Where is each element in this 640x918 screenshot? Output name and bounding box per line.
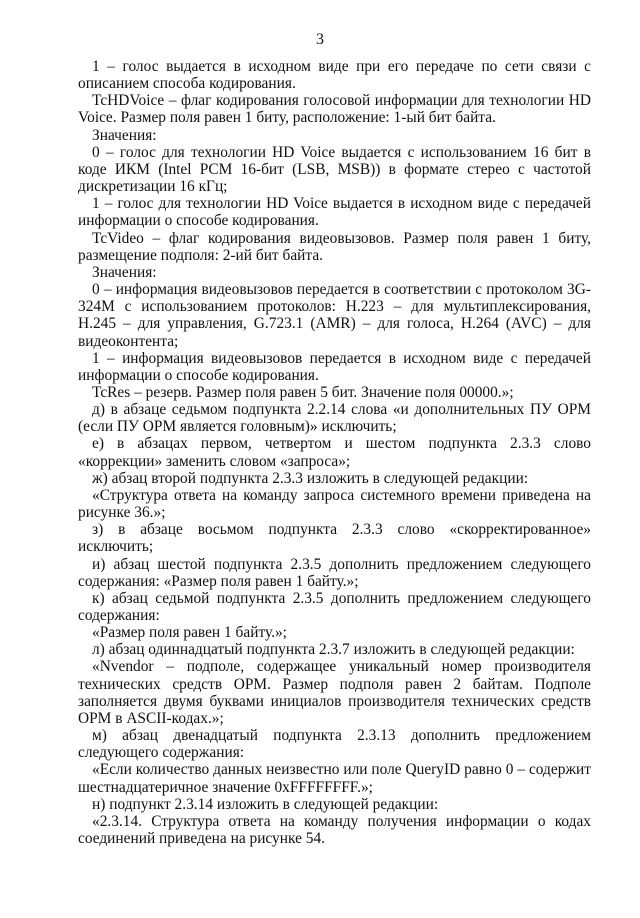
paragraph: л) абзац одиннадцатый подпункта 2.3.7 изложить в следующей редакции: [92, 641, 575, 659]
paragraph: 1 – информация видеовызовов передается в исходном виде с передачей информации о способе кодирования. [78, 349, 591, 384]
paragraph: TcHDVoice – флаг кодирования голосовой информации для технологии HD Voice. Размер поля равен 1 биту, расположение: 1-ый бит байта. [78, 92, 591, 127]
document-body [78, 58, 591, 847]
paragraph: Значения: [92, 263, 157, 281]
paragraph: м) абзац двенадцатый подпункта 2.3.13 дополнить предложением следующего содержания: [78, 727, 591, 762]
paragraph: «2.3.14. Структура ответа на команду получения информации о кодах соединений приведена на рисунке 54. [78, 812, 591, 848]
paragraph: «Nvendor – подполе, содержащее уникальный номер производителя технических средств ОРМ. Размер подполя равен 2 байтам. Подполе заполняется двумя буквами инициалов производителя технических средств ОРМ в ASCII-кодах.»; [78, 658, 591, 727]
paragraph: 1 – голос выдается в исходном виде при его передаче по сети связи с описанием способа кодирования. [78, 58, 591, 93]
paragraph: Значения: [92, 126, 157, 144]
paragraph: е) в абзацах первом, четвертом и шестом подпункта 2.3.3 слово «коррекции» заменить словом «запроса»; [78, 435, 591, 470]
paragraph: «Структура ответа на команду запроса системного времени приведена на рисунке 36.»; [78, 486, 591, 522]
paragraph: д) в абзаце седьмом подпункта 2.2.14 слова «и дополнительных ПУ ОРМ (если ПУ ОРМ является головным)» исключить; [78, 401, 591, 436]
paragraph: ж) абзац второй подпункта 2.3.3 изложить в следующей редакции: [92, 469, 529, 487]
paragraph: з) в абзаце восьмом подпункта 2.3.3 слово «скорректированное» исключить; [78, 521, 591, 556]
paragraph: к) абзац седьмой подпункта 2.3.5 дополнить предложением следующего содержания: [78, 589, 591, 624]
paragraph: «Если количество данных неизвестно или поле QueryID равно 0 – содержит шестнадцатеричное значение 0xFFFFFFFF.»; [78, 761, 591, 796]
paragraph: и) абзац шестой подпункта 2.3.5 дополнить предложением следующего содержания: «Размер поля равен 1 байту.»; [78, 555, 591, 590]
paragraph: н) подпункт 2.3.14 изложить в следующей редакции: [92, 795, 439, 813]
paragraph: 0 – информация видеовызовов передается в соответствии с протоколом 3G-324M с использованием протоколов: H.223 – для мультиплексирования, H.245 – для управления, G.723.1 (AMR) – для голоса, H.264 (AVC) – для видеоконтента; [78, 281, 591, 350]
paragraph: TcRes – резерв. Размер поля равен 5 бит. Значение поля 00000.»; [92, 383, 514, 401]
paragraph: TcVideo – флаг кодирования видеовызовов. Размер поля равен 1 биту, размещение подполя: 2-ий бит байта. [78, 229, 591, 264]
paragraph: 1 – голос для технологии HD Voice выдается в исходном виде с передачей информации о способе кодирования. [78, 195, 591, 230]
page-number: 3 [316, 31, 324, 48]
paragraph: 0 – голос для технологии HD Voice выдается с использованием 16 бит в коде ИКМ (Intel PCM 16-бит (LSB, MSB)) в формате стерео с частотой дискретизации 16 кГц; [78, 143, 591, 196]
paragraph: «Размер поля равен 1 байту.»; [92, 624, 287, 642]
